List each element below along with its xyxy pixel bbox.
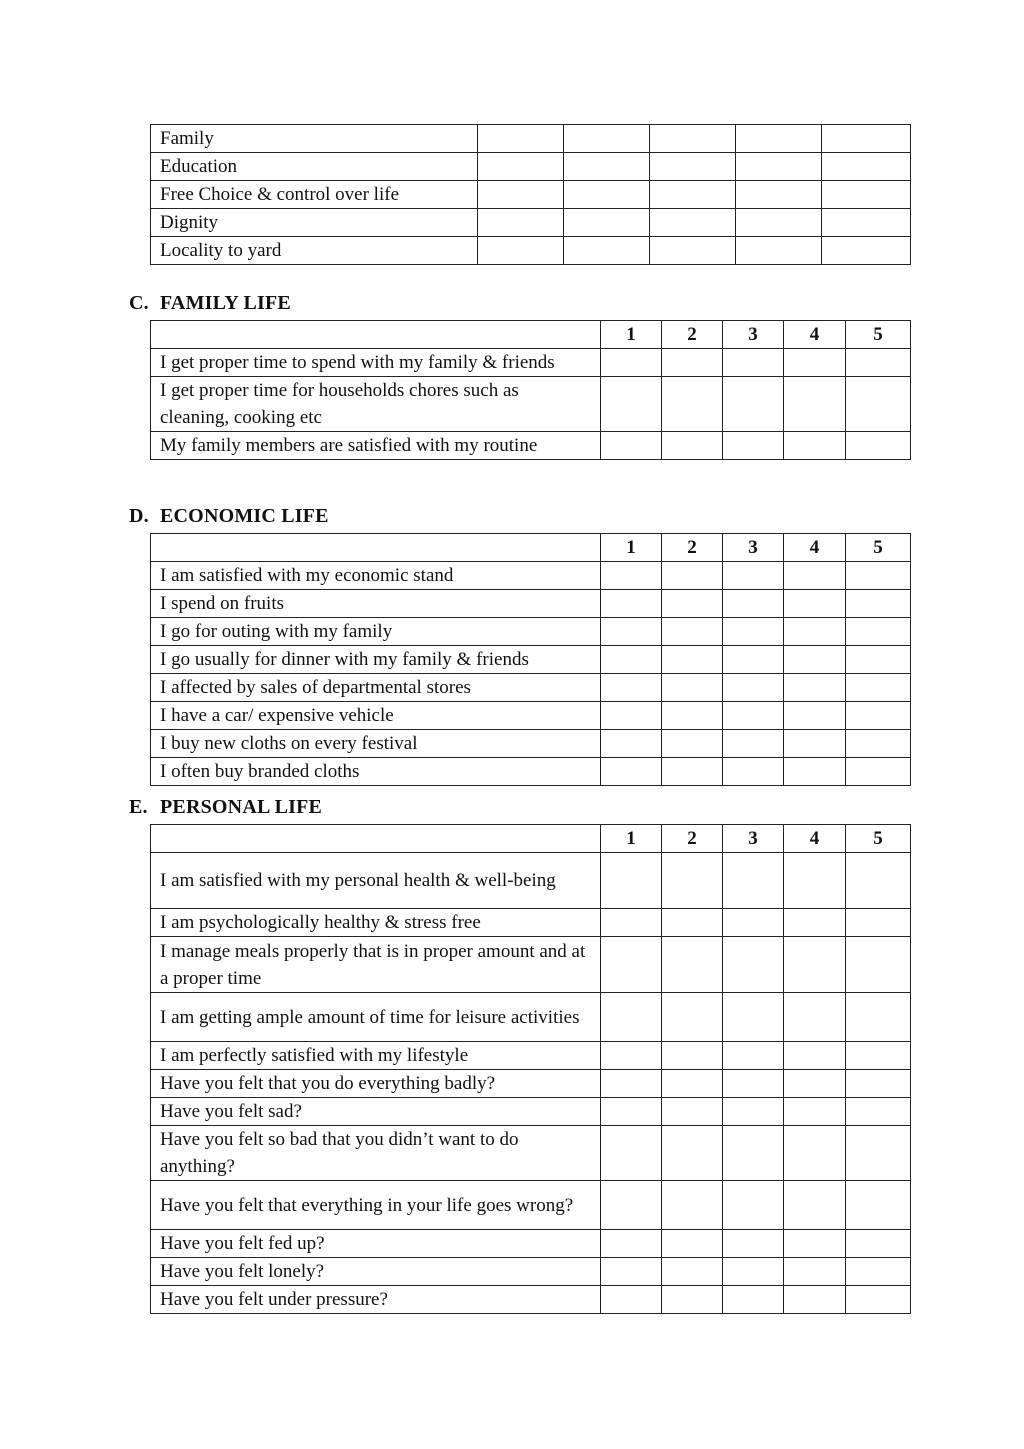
- rating-cell-4[interactable]: [784, 674, 846, 702]
- rating-cell-3[interactable]: [723, 1230, 784, 1258]
- row-label: I manage meals properly that is in proper amount and at a proper time: [151, 937, 601, 993]
- row-label: My family members are satisfied with my routine: [151, 432, 601, 460]
- rating-cell-4[interactable]: [736, 237, 822, 265]
- rating-cell-1[interactable]: [478, 153, 564, 181]
- scale-header-row: [151, 825, 911, 853]
- table-row: [151, 674, 911, 702]
- rating-cell-1[interactable]: [601, 758, 662, 786]
- section-c-letter: C.: [129, 292, 149, 314]
- rating-cell-4[interactable]: [784, 758, 846, 786]
- rating-cell-5[interactable]: [846, 937, 911, 993]
- rating-cell-4[interactable]: [736, 209, 822, 237]
- table-row: [151, 1126, 911, 1181]
- rating-cell-4[interactable]: [784, 993, 846, 1042]
- table-row: [151, 853, 911, 909]
- section-d-body: [151, 534, 911, 786]
- row-label: I am satisfied with my economic stand: [151, 562, 601, 590]
- rating-cell-3[interactable]: [723, 618, 784, 646]
- section-e-body: [151, 825, 911, 1314]
- rating-cell-3[interactable]: [650, 181, 736, 209]
- rating-cell-2[interactable]: [662, 730, 723, 758]
- rating-cell-4[interactable]: [784, 853, 846, 909]
- row-label: Have you felt under pressure?: [151, 1286, 601, 1314]
- rating-cell-4[interactable]: [784, 1042, 846, 1070]
- rating-cell-5[interactable]: [822, 209, 911, 237]
- row-label: Locality to yard: [151, 237, 478, 265]
- row-label: Have you felt sad?: [151, 1098, 601, 1126]
- row-label: I buy new cloths on every festival: [151, 730, 601, 758]
- row-label: I have a car/ expensive vehicle: [151, 702, 601, 730]
- table-row: [151, 562, 911, 590]
- rating-cell-2[interactable]: [662, 1286, 723, 1314]
- table-row: [151, 1230, 911, 1258]
- table-row: [151, 909, 911, 937]
- table-row: [151, 349, 911, 377]
- rating-cell-1[interactable]: [601, 349, 662, 377]
- rating-cell-3[interactable]: [723, 1070, 784, 1098]
- rating-cell-2[interactable]: [564, 181, 650, 209]
- table-row: [151, 181, 911, 209]
- scale-label-4: 4: [784, 825, 846, 853]
- scale-label-4: 4: [784, 534, 846, 562]
- rating-cell-4[interactable]: [736, 153, 822, 181]
- rating-cell-5[interactable]: [846, 646, 911, 674]
- table-row: [151, 377, 911, 432]
- rating-cell-1[interactable]: [601, 646, 662, 674]
- rating-cell-5[interactable]: [846, 702, 911, 730]
- rating-cell-3[interactable]: [723, 590, 784, 618]
- section-e-title: PERSONAL LIFE: [160, 796, 323, 818]
- rating-cell-1[interactable]: [601, 909, 662, 937]
- scale-label-2: 2: [662, 534, 723, 562]
- table-row: [151, 153, 911, 181]
- rating-cell-5[interactable]: [846, 618, 911, 646]
- table-row: [151, 702, 911, 730]
- row-label: I am getting ample amount of time for leisure activities: [151, 993, 601, 1042]
- row-label: Dignity: [151, 209, 478, 237]
- section-b-table: [150, 124, 911, 265]
- rating-cell-2[interactable]: [662, 562, 723, 590]
- table-row: [151, 237, 911, 265]
- rating-cell-3[interactable]: [723, 377, 784, 432]
- rating-cell-2[interactable]: [662, 646, 723, 674]
- row-label: Have you felt that you do everything badly?: [151, 1070, 601, 1098]
- rating-cell-1[interactable]: [601, 730, 662, 758]
- rating-cell-4[interactable]: [784, 590, 846, 618]
- table-row: [151, 993, 911, 1042]
- rating-cell-1[interactable]: [478, 237, 564, 265]
- rating-cell-5[interactable]: [846, 1098, 911, 1126]
- rating-cell-1[interactable]: [601, 702, 662, 730]
- rating-cell-2[interactable]: [662, 618, 723, 646]
- rating-cell-1[interactable]: [601, 562, 662, 590]
- rating-cell-2[interactable]: [564, 125, 650, 153]
- rating-cell-1[interactable]: [601, 1258, 662, 1286]
- rating-cell-2[interactable]: [662, 1181, 723, 1230]
- rating-cell-4[interactable]: [784, 730, 846, 758]
- table-row: [151, 1042, 911, 1070]
- rating-cell-5[interactable]: [846, 1258, 911, 1286]
- rating-cell-1[interactable]: [601, 1230, 662, 1258]
- row-label: I get proper time for households chores such as cleaning, cooking etc: [151, 377, 601, 432]
- rating-cell-4[interactable]: [784, 1126, 846, 1181]
- table-row: [151, 1098, 911, 1126]
- section-d-heading: [129, 505, 329, 528]
- rating-cell-4[interactable]: [784, 1181, 846, 1230]
- section-d-letter: D.: [129, 505, 149, 527]
- section-c-title: FAMILY LIFE: [160, 292, 291, 314]
- table-row: [151, 1181, 911, 1230]
- rating-cell-1[interactable]: [478, 125, 564, 153]
- row-label: I go usually for dinner with my family & friends: [151, 646, 601, 674]
- rating-cell-4[interactable]: [736, 125, 822, 153]
- section-b-body: [151, 125, 911, 265]
- rating-cell-2[interactable]: [662, 853, 723, 909]
- rating-cell-4[interactable]: [784, 562, 846, 590]
- rating-cell-3[interactable]: [723, 1098, 784, 1126]
- rating-cell-2[interactable]: [564, 237, 650, 265]
- rating-cell-2[interactable]: [564, 209, 650, 237]
- table-row: [151, 125, 911, 153]
- rating-cell-5[interactable]: [822, 153, 911, 181]
- scale-label-2: 2: [662, 825, 723, 853]
- row-label: I spend on fruits: [151, 590, 601, 618]
- rating-cell-1[interactable]: [601, 1070, 662, 1098]
- rating-cell-5[interactable]: [846, 993, 911, 1042]
- rating-cell-1[interactable]: [478, 181, 564, 209]
- table-row: [151, 1070, 911, 1098]
- header-blank-cell: [151, 534, 601, 562]
- table-row: [151, 937, 911, 993]
- rating-cell-4[interactable]: [784, 702, 846, 730]
- rating-cell-5[interactable]: [846, 909, 911, 937]
- row-label: Have you felt fed up?: [151, 1230, 601, 1258]
- rating-cell-3[interactable]: [650, 125, 736, 153]
- rating-cell-1[interactable]: [601, 1042, 662, 1070]
- rating-cell-5[interactable]: [822, 125, 911, 153]
- rating-cell-1[interactable]: [601, 937, 662, 993]
- rating-cell-1[interactable]: [601, 853, 662, 909]
- rating-cell-5[interactable]: [822, 181, 911, 209]
- scale-label-3: 3: [723, 321, 784, 349]
- rating-cell-3[interactable]: [650, 153, 736, 181]
- scale-label-1: 1: [601, 321, 662, 349]
- rating-cell-2[interactable]: [662, 758, 723, 786]
- rating-cell-2[interactable]: [662, 377, 723, 432]
- table-row: [151, 618, 911, 646]
- rating-cell-1[interactable]: [601, 590, 662, 618]
- scale-label-4: 4: [784, 321, 846, 349]
- rating-cell-1[interactable]: [601, 1126, 662, 1181]
- rating-cell-1[interactable]: [601, 674, 662, 702]
- rating-cell-2[interactable]: [662, 1042, 723, 1070]
- rating-cell-4[interactable]: [784, 909, 846, 937]
- table-row: [151, 590, 911, 618]
- table-row: [151, 646, 911, 674]
- rating-cell-3[interactable]: [723, 937, 784, 993]
- rating-cell-5[interactable]: [846, 1230, 911, 1258]
- rating-cell-2[interactable]: [564, 153, 650, 181]
- rating-cell-5[interactable]: [846, 1286, 911, 1314]
- rating-cell-3[interactable]: [723, 1126, 784, 1181]
- rating-cell-1[interactable]: [601, 377, 662, 432]
- rating-cell-2[interactable]: [662, 1098, 723, 1126]
- rating-cell-5[interactable]: [846, 377, 911, 432]
- scale-header-row: [151, 321, 911, 349]
- rating-cell-3[interactable]: [650, 209, 736, 237]
- row-label: I go for outing with my family: [151, 618, 601, 646]
- rating-cell-5[interactable]: [846, 1181, 911, 1230]
- rating-cell-3[interactable]: [723, 646, 784, 674]
- rating-cell-4[interactable]: [784, 618, 846, 646]
- rating-cell-2[interactable]: [662, 674, 723, 702]
- row-label: I affected by sales of departmental stores: [151, 674, 601, 702]
- rating-cell-2[interactable]: [662, 590, 723, 618]
- rating-cell-5[interactable]: [846, 432, 911, 460]
- scale-label-3: 3: [723, 825, 784, 853]
- rating-cell-2[interactable]: [662, 432, 723, 460]
- rating-cell-4[interactable]: [784, 349, 846, 377]
- rating-cell-4[interactable]: [784, 1070, 846, 1098]
- rating-cell-4[interactable]: [784, 646, 846, 674]
- rating-cell-1[interactable]: [601, 1098, 662, 1126]
- rating-cell-3[interactable]: [723, 1258, 784, 1286]
- rating-cell-3[interactable]: [723, 702, 784, 730]
- row-label: Have you felt lonely?: [151, 1258, 601, 1286]
- section-c-body: [151, 321, 911, 460]
- table-row: [151, 758, 911, 786]
- scale-label-2: 2: [662, 321, 723, 349]
- table-row: [151, 1286, 911, 1314]
- row-label: Have you felt so bad that you didn’t want to do anything?: [151, 1126, 601, 1181]
- rating-cell-5[interactable]: [846, 1042, 911, 1070]
- scale-header-row: [151, 534, 911, 562]
- rating-cell-5[interactable]: [846, 674, 911, 702]
- row-label: I often buy branded cloths: [151, 758, 601, 786]
- scale-label-3: 3: [723, 534, 784, 562]
- rating-cell-3[interactable]: [723, 993, 784, 1042]
- header-blank-cell: [151, 321, 601, 349]
- rating-cell-2[interactable]: [662, 1258, 723, 1286]
- row-label: Free Choice & control over life: [151, 181, 478, 209]
- rating-cell-2[interactable]: [662, 1070, 723, 1098]
- rating-cell-5[interactable]: [846, 730, 911, 758]
- table-row: [151, 432, 911, 460]
- rating-cell-4[interactable]: [784, 1230, 846, 1258]
- rating-cell-4[interactable]: [784, 937, 846, 993]
- rating-cell-5[interactable]: [846, 853, 911, 909]
- scale-label-5: 5: [846, 321, 911, 349]
- section-c-heading: [129, 292, 291, 315]
- section-d-title: ECONOMIC LIFE: [160, 505, 329, 527]
- row-label: Have you felt that everything in your life goes wrong?: [151, 1181, 601, 1230]
- section-e-heading: [129, 796, 322, 819]
- rating-cell-5[interactable]: [822, 237, 911, 265]
- rating-cell-1[interactable]: [601, 993, 662, 1042]
- rating-cell-2[interactable]: [662, 993, 723, 1042]
- row-label: I am satisfied with my personal health & well-being: [151, 853, 601, 909]
- rating-cell-2[interactable]: [662, 1126, 723, 1181]
- rating-cell-3[interactable]: [723, 1181, 784, 1230]
- rating-cell-5[interactable]: [846, 562, 911, 590]
- rating-cell-4[interactable]: [784, 377, 846, 432]
- section-d-table: [150, 533, 911, 786]
- rating-cell-3[interactable]: [723, 909, 784, 937]
- table-row: [151, 209, 911, 237]
- scale-label-1: 1: [601, 825, 662, 853]
- rating-cell-5[interactable]: [846, 349, 911, 377]
- rating-cell-4[interactable]: [784, 1286, 846, 1314]
- rating-cell-4[interactable]: [784, 1258, 846, 1286]
- rating-cell-2[interactable]: [662, 909, 723, 937]
- row-label: I get proper time to spend with my family & friends: [151, 349, 601, 377]
- scale-label-5: 5: [846, 825, 911, 853]
- rating-cell-1[interactable]: [601, 432, 662, 460]
- header-blank-cell: [151, 825, 601, 853]
- rating-cell-3[interactable]: [723, 730, 784, 758]
- rating-cell-1[interactable]: [601, 618, 662, 646]
- table-row: [151, 1258, 911, 1286]
- rating-cell-3[interactable]: [723, 1042, 784, 1070]
- rating-cell-3[interactable]: [723, 758, 784, 786]
- rating-cell-1[interactable]: [478, 209, 564, 237]
- rating-cell-2[interactable]: [662, 937, 723, 993]
- rating-cell-5[interactable]: [846, 590, 911, 618]
- section-e-letter: E.: [129, 796, 148, 818]
- rating-cell-2[interactable]: [662, 349, 723, 377]
- row-label: I am perfectly satisfied with my lifestyle: [151, 1042, 601, 1070]
- rating-cell-3[interactable]: [723, 432, 784, 460]
- rating-cell-2[interactable]: [662, 1230, 723, 1258]
- rating-cell-4[interactable]: [736, 181, 822, 209]
- rating-cell-1[interactable]: [601, 1286, 662, 1314]
- rating-cell-3[interactable]: [723, 853, 784, 909]
- section-c-table: [150, 320, 911, 460]
- rating-cell-3[interactable]: [723, 1286, 784, 1314]
- rating-cell-4[interactable]: [784, 1098, 846, 1126]
- rating-cell-4[interactable]: [784, 432, 846, 460]
- row-label: I am psychologically healthy & stress free: [151, 909, 601, 937]
- row-label: Family: [151, 125, 478, 153]
- rating-cell-5[interactable]: [846, 1126, 911, 1181]
- scale-label-1: 1: [601, 534, 662, 562]
- row-label: Education: [151, 153, 478, 181]
- section-e-table: [150, 824, 911, 1314]
- rating-cell-1[interactable]: [601, 1181, 662, 1230]
- rating-cell-5[interactable]: [846, 1070, 911, 1098]
- scale-label-5: 5: [846, 534, 911, 562]
- rating-cell-3[interactable]: [723, 674, 784, 702]
- rating-cell-3[interactable]: [650, 237, 736, 265]
- table-row: [151, 730, 911, 758]
- rating-cell-3[interactable]: [723, 562, 784, 590]
- rating-cell-5[interactable]: [846, 758, 911, 786]
- rating-cell-3[interactable]: [723, 349, 784, 377]
- rating-cell-2[interactable]: [662, 702, 723, 730]
